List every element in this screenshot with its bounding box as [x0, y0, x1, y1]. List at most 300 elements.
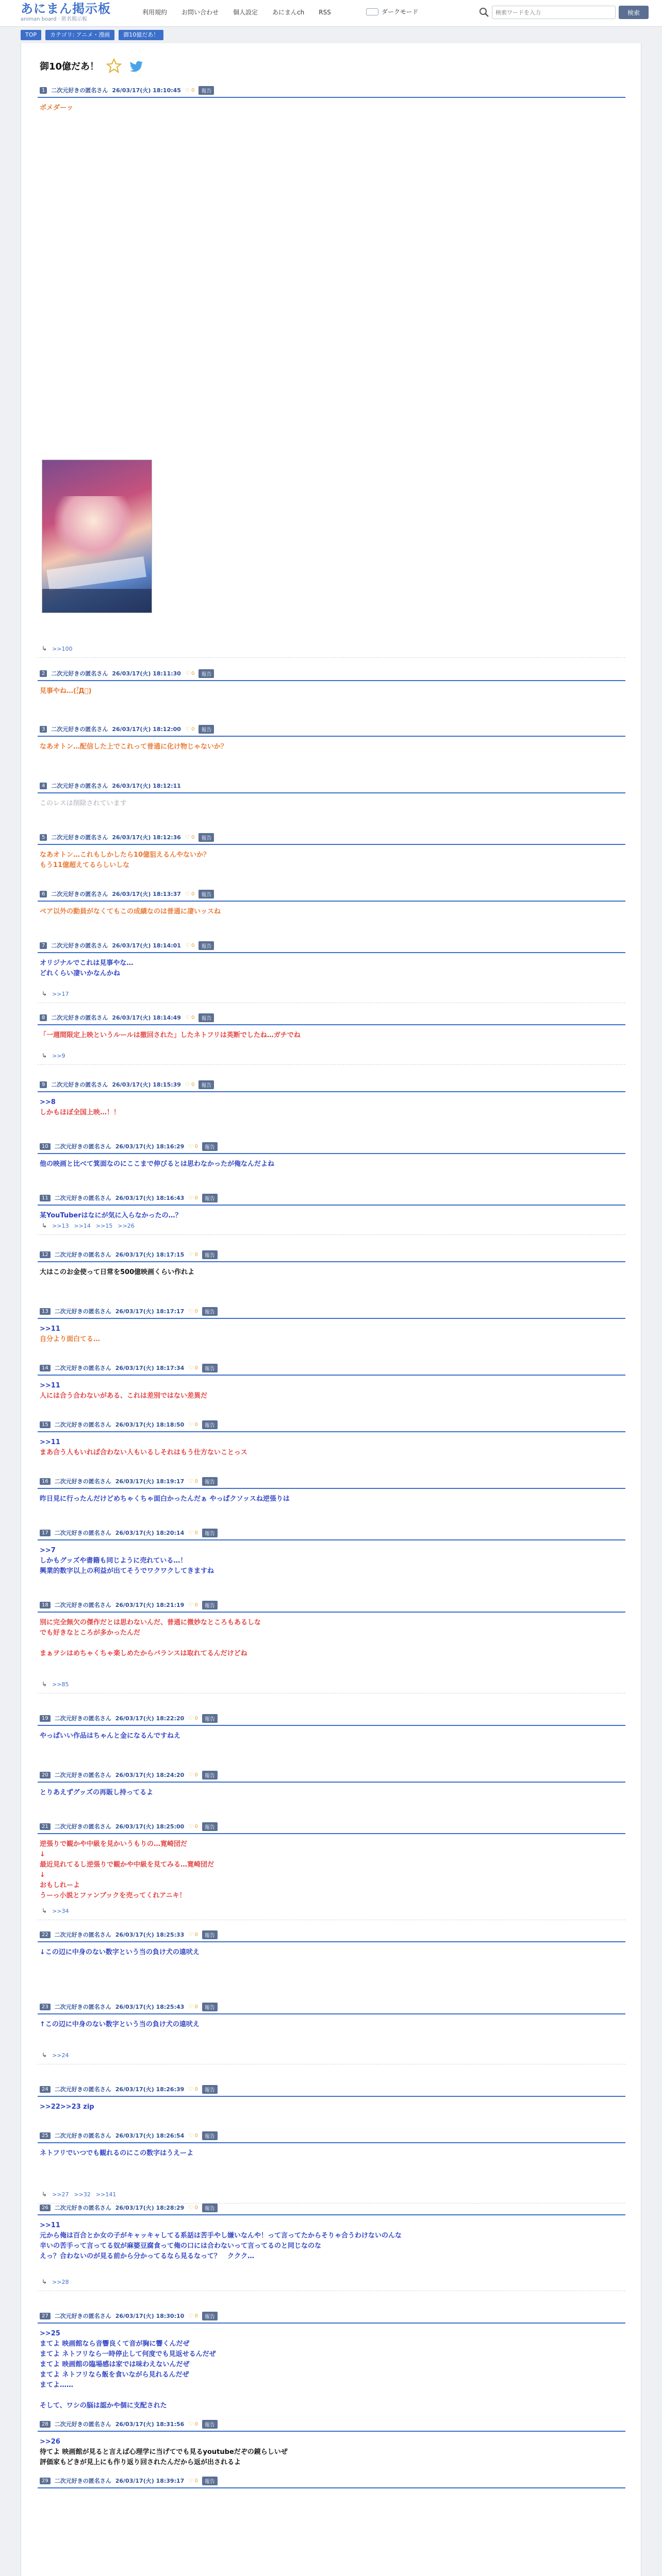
post-number[interactable]: 5: [40, 834, 47, 841]
post-body: [38, 1262, 625, 1278]
heart-icon: ♡: [188, 2086, 195, 2092]
heart-icon: ♡: [188, 2205, 195, 2211]
post-number[interactable]: 21: [40, 1823, 51, 1830]
like-count: 0: [191, 1081, 195, 1088]
report-button[interactable]: 報告: [198, 890, 214, 899]
post-number[interactable]: 11: [40, 1195, 51, 1201]
reply-link[interactable]: >>100: [52, 645, 73, 652]
poster-name: 二次元好きの匿名さん: [51, 834, 108, 841]
post-number[interactable]: 4: [40, 783, 47, 789]
like-count: 0: [191, 891, 195, 897]
poster-art-shape: [46, 556, 146, 590]
like-count: 0: [194, 1602, 198, 1608]
post-number[interactable]: 16: [40, 1478, 51, 1485]
post-text-line: 辛いの苦手って言ってる奴が麻婆豆腐食って俺の口には合わないって言ってるのと同じなのな: [40, 2242, 322, 2250]
report-button[interactable]: 報告: [202, 2085, 218, 2094]
post-header: [38, 1928, 625, 1942]
post-3: [38, 722, 625, 752]
post-text-line: 某YouTuberはなにが気に入らなかったの…？: [40, 1212, 182, 1219]
post-header: [38, 1011, 625, 1025]
post-text-line: おもしれーよ: [40, 1882, 80, 1889]
post-body: [38, 1540, 625, 1577]
post-text-line: どれくらい凄いかなんかね: [40, 970, 121, 977]
like-button[interactable]: [185, 88, 195, 93]
report-button[interactable]: 報告: [202, 2312, 218, 2320]
post-text-line: [40, 1638, 623, 1649]
post-text-line: なあオトン…これもしかしたら10億狙えるんやないか？: [40, 851, 210, 859]
post-27: [38, 2309, 625, 2411]
logo-text: あにまん掲示板: [21, 2, 111, 16]
reply-link[interactable]: >>26: [118, 1222, 135, 1229]
post-date: 26/03/17(火) 18:13:37: [112, 891, 181, 897]
reply-link[interactable]: >>32: [74, 2191, 91, 2198]
post-5: [38, 831, 625, 871]
quote-link[interactable]: >>11: [40, 2222, 60, 2229]
like-count: 0: [194, 1308, 198, 1314]
post-header: [38, 2000, 625, 2014]
like-button[interactable]: [188, 1530, 198, 1536]
heart-icon: ♡: [185, 891, 192, 897]
like-button[interactable]: [188, 1144, 198, 1149]
like-count: 0: [194, 2004, 198, 2010]
post-date: 26/03/17(火) 18:11:30: [112, 670, 181, 677]
post-number[interactable]: 24: [40, 2086, 51, 2093]
like-count: 0: [194, 1143, 198, 1149]
post-number[interactable]: 22: [40, 1931, 51, 1938]
post-text-line: しかもほぼ全国上映…！！: [40, 1109, 121, 1116]
post-header: [38, 2129, 625, 2143]
post-number[interactable]: 26: [40, 2205, 51, 2211]
dark-mode-switch[interactable]: [366, 8, 378, 15]
post-text-line: とりあえずグッズの再販し持ってるよ: [40, 1789, 153, 1797]
post-body: [38, 2432, 625, 2468]
reply-link[interactable]: >>27: [52, 2191, 69, 2198]
heart-icon: ♡: [185, 1081, 192, 1088]
post-date: 26/03/17(火) 18:21:19: [115, 1602, 185, 1608]
post-text-line: 最近見れてるし逆張りで観かや中級を見てみる…寛崎団だ: [40, 1861, 214, 1869]
poster-name: 二次元好きの匿名さん: [54, 2004, 111, 2010]
post-23: [38, 2000, 625, 2059]
dark-mode-label: ダークモード: [382, 8, 419, 15]
star-icon[interactable]: [106, 58, 122, 74]
heart-icon: ♡: [188, 2132, 195, 2139]
post-18: [38, 1598, 625, 1688]
reply-link[interactable]: >>17: [52, 990, 69, 997]
post-divider: [38, 657, 625, 658]
post-date: 26/03/17(火) 18:24:20: [115, 1772, 185, 1778]
like-count: 0: [194, 1251, 198, 1258]
post-header: [38, 1140, 625, 1154]
report-button[interactable]: 報告: [202, 2204, 218, 2212]
like-button[interactable]: [188, 1195, 198, 1201]
post-text-line: まてよ 映画館の臨場感は家では味わえないんだぜ: [40, 2361, 190, 2368]
post-body: [38, 1154, 625, 1170]
post-date: 26/03/17(火) 18:15:39: [112, 1081, 181, 1088]
post-date: 26/03/17(火) 18:26:39: [115, 2086, 185, 2093]
search-button[interactable]: 検索: [619, 6, 649, 19]
post-number[interactable]: 20: [40, 1772, 51, 1778]
report-button[interactable]: 報告: [198, 86, 214, 95]
logo-subtext: animan board · 匿名掲示板: [21, 16, 88, 22]
post-15: [38, 1418, 625, 1458]
like-button[interactable]: [188, 1422, 198, 1428]
poster-name: 二次元好きの匿名さん: [54, 1823, 111, 1830]
quote-link[interactable]: >>7: [40, 1547, 56, 1554]
post-text-line: 「一週間限定上映というルールは撤回された」したネトフリは英断でしたね…ガチでね: [40, 1031, 301, 1039]
reply-arrow-icon: ↳: [42, 2052, 47, 2059]
heart-icon: ♡: [185, 87, 192, 93]
like-count: 0: [194, 1823, 198, 1829]
like-button[interactable]: [188, 1365, 198, 1371]
post-header: [38, 1418, 625, 1432]
reply-link[interactable]: >>85: [52, 1681, 69, 1688]
reply-link[interactable]: >>141: [95, 2191, 117, 2198]
like-count: 0: [191, 726, 195, 732]
report-button[interactable]: 報告: [202, 1142, 218, 1151]
reply-link[interactable]: >>9: [52, 1052, 65, 1059]
post-text-line: オリジナルでこれは見事やな…: [40, 959, 134, 967]
report-button[interactable]: 報告: [202, 1529, 218, 1537]
like-button[interactable]: [188, 1716, 198, 1721]
report-button[interactable]: 報告: [202, 1364, 218, 1372]
post-date: 26/03/17(火) 18:12:36: [112, 834, 181, 841]
like-button[interactable]: [185, 891, 195, 897]
quote-link[interactable]: >>11: [40, 1325, 60, 1333]
like-button[interactable]: [188, 2313, 198, 2319]
reply-links: [42, 1907, 69, 1914]
post-number[interactable]: 19: [40, 1715, 51, 1722]
poster-name: 二次元好きの匿名さん: [51, 670, 108, 677]
poster-name: 二次元好きの匿名さん: [54, 2313, 111, 2319]
post-number[interactable]: 27: [40, 2313, 51, 2319]
reply-link[interactable]: >>24: [52, 2052, 69, 2059]
post-text-line: ↓: [40, 1871, 45, 1879]
post-date: 26/03/17(火) 18:19:17: [115, 1478, 185, 1485]
post-number[interactable]: 1: [40, 87, 47, 94]
nav-rss[interactable]: RSS: [319, 9, 331, 16]
like-count: 0: [194, 1478, 198, 1484]
reply-link[interactable]: >>14: [74, 1222, 91, 1229]
report-button[interactable]: 報告: [202, 1420, 218, 1429]
reply-link[interactable]: >>28: [52, 2278, 69, 2285]
heart-icon: ♡: [185, 670, 192, 676]
report-button[interactable]: 報告: [198, 725, 214, 734]
thread-header: [40, 56, 144, 76]
post-text-line: えっ？合わないのが見る前から分かってるなら見るなって？ ククク…: [40, 2252, 255, 2260]
post-number[interactable]: 23: [40, 2004, 51, 2010]
report-button[interactable]: 報告: [202, 1250, 218, 1259]
heart-icon: ♡: [185, 942, 192, 948]
poster-name: 二次元好きの匿名さん: [54, 2086, 111, 2093]
post-date: 26/03/17(火) 18:28:29: [115, 2205, 185, 2211]
like-button[interactable]: [188, 2478, 198, 2484]
heart-icon: ♡: [188, 1715, 195, 1721]
post-13: [38, 1304, 625, 1345]
post-8: [38, 1011, 625, 1059]
post-number[interactable]: 9: [40, 1081, 47, 1088]
like-button[interactable]: [188, 1772, 198, 1778]
post-7: [38, 939, 625, 997]
breadcrumb-top[interactable]: TOP: [21, 30, 41, 40]
report-button[interactable]: 報告: [202, 1930, 218, 1939]
post-date: 26/03/17(火) 18:16:29: [115, 1143, 185, 1150]
post-number[interactable]: 3: [40, 726, 47, 733]
report-button[interactable]: 報告: [202, 2420, 218, 2429]
site-logo[interactable]: [21, 1, 113, 25]
like-button[interactable]: [185, 1082, 195, 1088]
post-text-line: 自分より面白てる…: [40, 1335, 101, 1343]
post-header: [38, 2201, 625, 2215]
report-button[interactable]: 報告: [202, 1194, 218, 1202]
post-text-line: でも好きなところが多かったんだ: [40, 1629, 141, 1637]
report-button[interactable]: 報告: [202, 1771, 218, 1780]
quote-link[interactable]: >>8: [40, 1098, 56, 1106]
report-button[interactable]: 報告: [202, 2131, 218, 2140]
post-1: [38, 83, 625, 652]
post-text-line: しかもグッズや書籍も同じように売れている…！: [40, 1557, 187, 1565]
like-button[interactable]: [185, 726, 195, 732]
poster-name: 二次元好きの匿名さん: [54, 1478, 111, 1485]
post-number[interactable]: 18: [40, 1602, 51, 1608]
like-button[interactable]: [188, 1932, 198, 1938]
post-number[interactable]: 8: [40, 1014, 47, 1021]
heart-icon: ♡: [185, 834, 192, 840]
heart-icon: ♡: [188, 1251, 195, 1258]
post-text-line: まてよ……: [40, 2381, 74, 2389]
poster-name: 二次元好きの匿名さん: [54, 1195, 111, 1201]
post-number[interactable]: 25: [40, 2132, 51, 2139]
breadcrumb-thread[interactable]: 御10億だあ！: [119, 30, 163, 40]
post-body: [38, 737, 625, 752]
post-number[interactable]: 7: [40, 942, 47, 949]
like-button[interactable]: [188, 2133, 198, 2139]
like-count: 0: [194, 1365, 198, 1371]
heart-icon: ♡: [188, 1421, 195, 1428]
like-count: 0: [194, 2313, 198, 2319]
like-button[interactable]: [188, 1602, 198, 1608]
post-header: [38, 2309, 625, 2324]
like-button[interactable]: [185, 835, 195, 840]
post-number[interactable]: 10: [40, 1143, 51, 1150]
post-header: [38, 831, 625, 845]
poster-name: 二次元好きの匿名さん: [54, 1715, 111, 1722]
post-12: [38, 1248, 625, 1278]
post-body: [38, 1834, 625, 1901]
poster-name: 二次元好きの匿名さん: [54, 1931, 111, 1938]
poster-name: 二次元好きの匿名さん: [54, 1421, 111, 1428]
like-button[interactable]: [185, 671, 195, 676]
post-text-line: ↓: [40, 1851, 45, 1858]
quote-link[interactable]: >>26: [40, 2438, 60, 2446]
poster-name: 二次元好きの匿名さん: [54, 2478, 111, 2484]
poster-art-shape: [55, 496, 132, 558]
heart-icon: ♡: [188, 1530, 195, 1536]
like-button[interactable]: [188, 2087, 198, 2092]
like-button[interactable]: [188, 1479, 198, 1484]
post-date: 26/03/17(火) 18:14:49: [112, 1014, 181, 1021]
report-button[interactable]: 報告: [198, 1013, 214, 1022]
heart-icon: ♡: [188, 1308, 195, 1314]
post-header: [38, 779, 625, 793]
post-header: [38, 939, 625, 953]
like-count: 0: [191, 942, 195, 948]
like-button[interactable]: [185, 1015, 195, 1021]
report-button[interactable]: 報告: [202, 1477, 218, 1486]
heart-icon: ♡: [188, 1143, 195, 1149]
breadcrumb-category[interactable]: カテゴリ: アニメ・漫画: [45, 30, 114, 40]
like-button[interactable]: [188, 2205, 198, 2211]
post-divider: [38, 1064, 625, 1065]
report-button[interactable]: 報告: [198, 833, 214, 842]
quote-link[interactable]: >>11: [40, 1438, 60, 1446]
post-number[interactable]: 13: [40, 1308, 51, 1315]
nav-terms[interactable]: 利用規約: [142, 9, 168, 16]
post-header: [38, 1526, 625, 1540]
post-body: [38, 681, 625, 697]
post-body: [38, 1489, 625, 1504]
post-text-line: 別に完全無欠の傑作だとは思わないんだ、普通に微妙なところもあるしな: [40, 1619, 261, 1626]
post-body: [38, 1783, 625, 1798]
post-header: [38, 2417, 625, 2432]
quote-link[interactable]: >>22>>23 zip: [40, 2103, 94, 2111]
post-header: [38, 1475, 625, 1489]
like-button[interactable]: [185, 943, 195, 948]
heart-icon: ♡: [185, 1014, 192, 1021]
reply-arrow-icon: ↳: [42, 645, 47, 652]
report-button[interactable]: 報告: [202, 2477, 218, 2485]
report-button[interactable]: 報告: [198, 941, 214, 950]
report-button[interactable]: 報告: [202, 1601, 218, 1609]
like-button[interactable]: [188, 1824, 198, 1829]
poster-name: 二次元好きの匿名さん: [54, 1365, 111, 1371]
heart-icon: ♡: [188, 1195, 195, 1201]
post-text-line: ↓この辺に中身のない数字という当の負け犬の遠吠え: [40, 1948, 200, 1956]
poster-name: 二次元好きの匿名さん: [51, 891, 108, 897]
post-text-line: ポメダーッ: [40, 104, 74, 112]
nav-animanch[interactable]: あにまんch: [272, 9, 305, 16]
post-date: 26/03/17(火) 18:10:45: [112, 87, 181, 94]
report-button[interactable]: 報告: [202, 2003, 218, 2011]
post-29: [38, 2474, 625, 2494]
reply-arrow-icon: ↳: [42, 2191, 47, 2198]
poster-name: 二次元好きの匿名さん: [51, 942, 108, 949]
like-count: 0: [194, 1931, 198, 1938]
like-button[interactable]: [188, 2004, 198, 2010]
reply-links: [42, 2052, 69, 2059]
post-body: [38, 1319, 625, 1345]
report-button[interactable]: 報告: [202, 1307, 218, 1316]
report-button[interactable]: 報告: [198, 1080, 214, 1089]
post-19: [38, 1711, 625, 1741]
post-body: [38, 1942, 625, 1958]
post-20: [38, 1768, 625, 1798]
quote-link[interactable]: >>25: [40, 2330, 60, 2337]
post-body: [38, 793, 625, 809]
post-text-line: [40, 2391, 623, 2401]
heart-icon: ♡: [188, 1365, 195, 1371]
nav-contact[interactable]: お問い合わせ: [181, 9, 219, 16]
poster-name: 二次元好きの匿名さん: [51, 87, 108, 94]
post-body: [38, 1726, 625, 1741]
post-21: [38, 1820, 625, 1914]
post-date: 26/03/17(火) 18:14:01: [112, 942, 181, 949]
post-header: [38, 1248, 625, 1262]
report-button[interactable]: 報告: [202, 1822, 218, 1831]
reply-link[interactable]: >>13: [52, 1222, 69, 1229]
like-button[interactable]: [188, 1309, 198, 1314]
dark-mode-toggle[interactable]: [366, 7, 419, 16]
post-body: [38, 98, 625, 113]
post-16: [38, 1475, 625, 1504]
post-header: [38, 1304, 625, 1319]
post-body: [38, 1376, 625, 1401]
post-text-line: 待てよ 映画館が見ると言えば心理学に当げてでも見るyoutubeだぞの鏡らしいぜ: [40, 2448, 288, 2456]
post-number[interactable]: 17: [40, 1530, 51, 1536]
post-body: [38, 953, 625, 979]
heart-icon: ♡: [185, 726, 192, 732]
reply-links: [42, 645, 73, 652]
post-body: [38, 1206, 625, 1221]
heart-icon: ♡: [188, 1602, 195, 1608]
poster-image[interactable]: [42, 460, 152, 613]
poster-art-shape: [42, 589, 152, 613]
search-input[interactable]: [492, 6, 616, 19]
reply-link[interactable]: >>34: [52, 1907, 69, 1914]
post-number[interactable]: 28: [40, 2421, 51, 2428]
heart-icon: ♡: [188, 2421, 195, 2427]
like-button[interactable]: [188, 1252, 198, 1258]
quote-link[interactable]: >>11: [40, 1382, 60, 1389]
post-text-line: ↑この辺に中身のない数字という当の負け犬の遠吠え: [40, 2021, 200, 2028]
nav-settings[interactable]: 個人設定: [233, 9, 258, 16]
report-button[interactable]: 報告: [202, 1714, 218, 1723]
post-number[interactable]: 14: [40, 1365, 51, 1371]
post-text-line: まてよ ネトフリなら飯を食いながら見れるんだぜ: [40, 2371, 189, 2379]
reply-links: [42, 1052, 65, 1059]
post-header: [38, 1191, 625, 1206]
post-text-line: まてよ 映画館なら音響良くて音が胸に響くんだぜ: [40, 2340, 190, 2348]
reply-link[interactable]: >>15: [95, 1222, 113, 1229]
heart-icon: ♡: [188, 1823, 195, 1829]
post-body: [38, 2014, 625, 2030]
post-number[interactable]: 2: [40, 670, 47, 677]
post-10: [38, 1140, 625, 1170]
poster-name: 二次元好きの匿名さん: [54, 2421, 111, 2428]
heart-icon: ♡: [188, 1931, 195, 1938]
post-date: 26/03/17(火) 18:31:56: [115, 2421, 185, 2428]
post-text-line: 見事やね…(;゚Д゚): [40, 687, 92, 695]
post-header: [38, 1598, 625, 1613]
post-body: [38, 1025, 625, 1041]
post-header: [38, 2082, 625, 2097]
post-number[interactable]: 6: [40, 891, 47, 897]
post-number[interactable]: 15: [40, 1421, 51, 1428]
post-number[interactable]: 12: [40, 1251, 51, 1258]
thread-title: 御10億だあ！: [40, 61, 100, 72]
post-number[interactable]: 29: [40, 2478, 51, 2484]
post-text-line: まてよ ネトフリなら一時停止して何度でも見返せるんだぜ: [40, 2350, 216, 2358]
reply-links: [42, 1222, 135, 1229]
post-divider: [38, 1234, 625, 1235]
poster-name: 二次元好きの匿名さん: [54, 1251, 111, 1258]
poster-name: 二次元好きの匿名さん: [51, 1014, 108, 1021]
reply-links: [42, 1681, 69, 1688]
like-button[interactable]: [188, 2421, 198, 2427]
twitter-bird-icon[interactable]: [129, 58, 144, 74]
like-count: 0: [191, 670, 195, 676]
post-body: [38, 902, 625, 917]
report-button[interactable]: 報告: [198, 669, 214, 678]
